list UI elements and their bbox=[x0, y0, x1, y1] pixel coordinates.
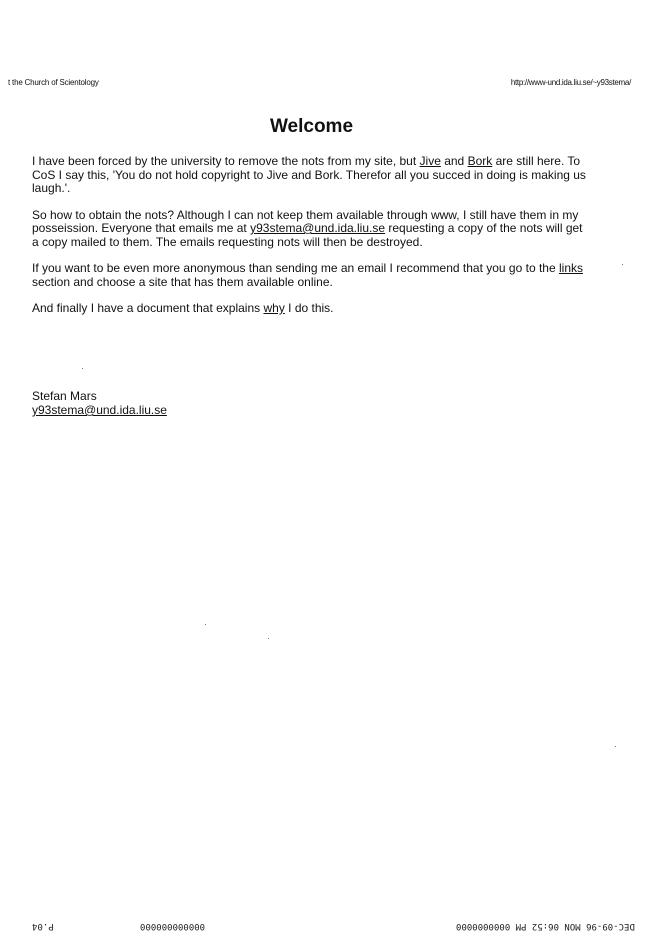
scan-speck bbox=[615, 746, 616, 747]
links-link[interactable]: links bbox=[558, 261, 583, 275]
email-link[interactable]: y93stema@und.ida.liu.se bbox=[250, 221, 386, 235]
paragraph-text: I have been forced by the university to remove the nots from my site, but bbox=[32, 154, 420, 168]
paragraph-text: I do this. bbox=[284, 301, 334, 315]
paragraph-text: And finally I have a document that explains bbox=[32, 301, 264, 315]
signature-name: Stefan Mars bbox=[32, 389, 97, 403]
why-link[interactable]: why bbox=[263, 301, 285, 315]
scan-speck bbox=[622, 264, 623, 265]
paragraph-anonymous bbox=[32, 262, 592, 289]
signature bbox=[32, 389, 167, 417]
main-content bbox=[32, 155, 592, 329]
page-title: Welcome bbox=[269, 116, 354, 137]
paragraph-text: So how to obtain the nots? Although I can not keep them available through www, I still have them in my posseission. Everyone that emails me at bbox=[32, 207, 579, 235]
fax-page-number: P.04 bbox=[32, 921, 54, 931]
signature-email-link[interactable]: y93stema@und.ida.liu.se bbox=[32, 403, 167, 417]
paragraph-explanation bbox=[32, 302, 592, 316]
paragraph-text: section and choose a site that has them available online. bbox=[32, 274, 333, 289]
header-url: http://www-und.ida.liu.se/~y93stema/ bbox=[510, 78, 631, 87]
paragraph-obtain-nots bbox=[32, 209, 592, 250]
paragraph-removal-notice bbox=[32, 155, 592, 196]
paragraph-text: and bbox=[440, 154, 468, 168]
paragraph-text: If you want to be even more anonymous than sending me an email I recommend that you go to the bbox=[32, 261, 559, 275]
scan-speck bbox=[205, 624, 206, 625]
paragraph-text: requesting a copy of the nots will get a copy mailed to them. The emails requesting nots will then be destroyed. bbox=[32, 221, 583, 249]
scan-speck bbox=[82, 368, 83, 369]
fax-timestamp: DEC-09-96 MON 06:52 PM 0000000000 bbox=[456, 921, 635, 931]
bork-link[interactable]: Bork bbox=[467, 154, 493, 168]
header-page-title-fragment: t the Church of Scientology bbox=[8, 78, 99, 87]
paragraph-text: are still here. To CoS I say this, 'You do not hold copyright to Jive and Bork. Therefor all you succed in doing is making us laugh.'. bbox=[32, 154, 586, 195]
scan-speck bbox=[268, 638, 269, 639]
jive-link[interactable]: Jive bbox=[419, 154, 441, 168]
fax-number-field: 000000000000 bbox=[140, 921, 206, 931]
